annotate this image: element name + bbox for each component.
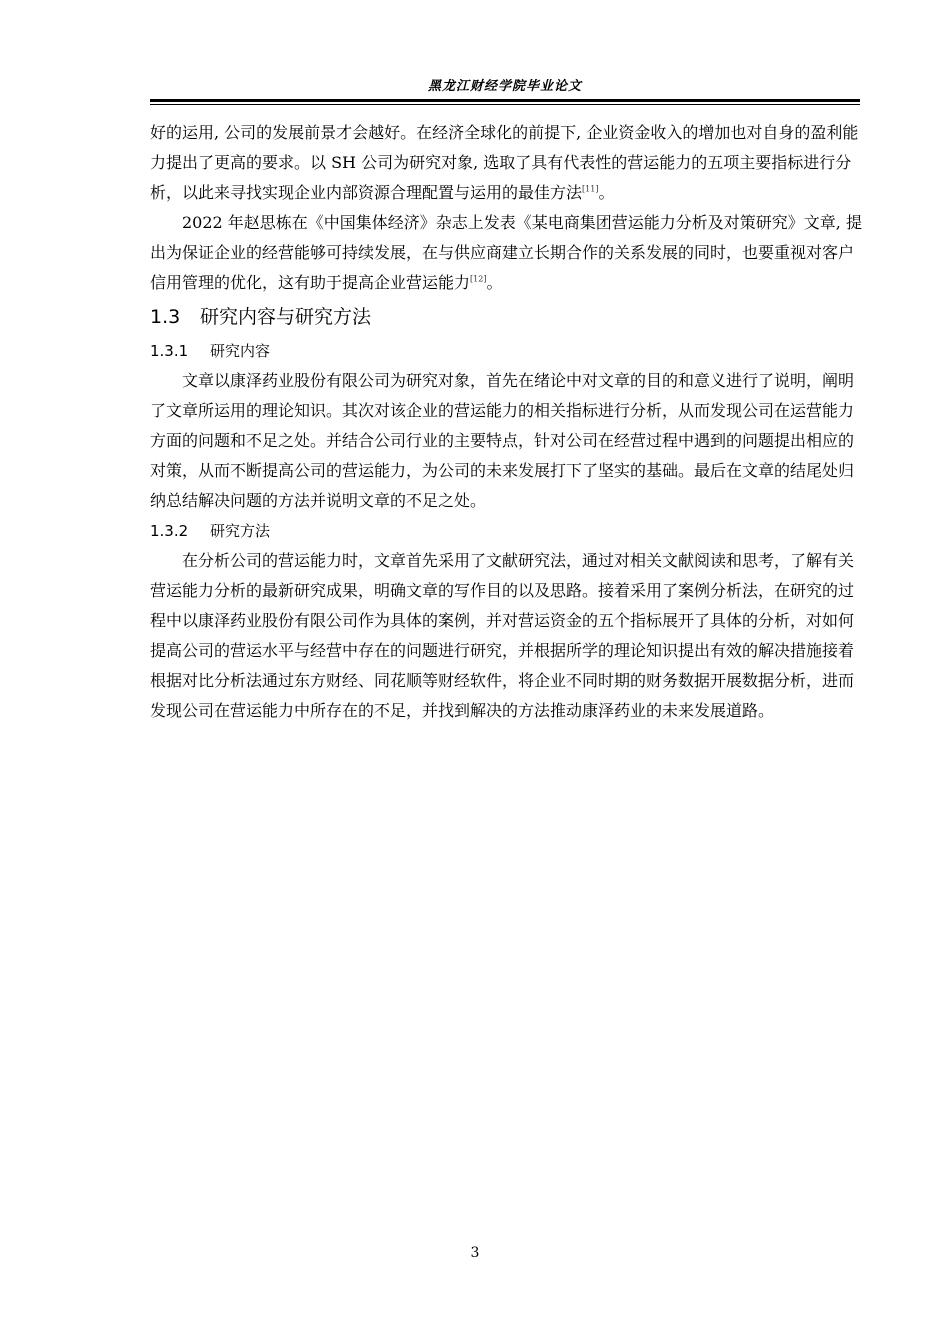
page-number: 3 [470, 1245, 480, 1261]
header-title: 黑龙江财经学院毕业论文 [427, 79, 582, 94]
citation-11: [11] [582, 184, 599, 194]
header-rule-thick [150, 99, 860, 102]
subsection-title: 研究方法 [210, 522, 271, 540]
section-number: 1.3 [150, 306, 181, 328]
section-heading-1-3 [150, 298, 862, 336]
subsection-number: 1.3.1 [150, 342, 189, 360]
header-rule-thin [150, 104, 860, 105]
paragraph-text: 好的运用, 公司的发展前景才会越好。在经济全球化的前提下, 企业资金收入的增加也对自身的盈利能力提出了更高的要求。以 SH 公司为研究对象, 选取了具有代表性的营运能力的五项主要指标进行分析，以此来寻找实现企业内部资源合理配置与运用的最佳方法 [150, 123, 859, 202]
subsection-heading-1-3-1 [150, 336, 862, 366]
subsection-heading-1-3-2 [150, 516, 862, 546]
paragraph-research-method: 在分析公司的营运能力时，文章首先采用了文献研究法，通过对相关文献阅读和思考，了解有关营运能力分析的最新研究成果，明确文章的写作目的以及思路。接着采用了案例分析法，在研究的过程中以康泽药业股份有限公司作为具体的案例，并对营运资金的五个指标展开了具体的分析，对如何提高公司的营运水平与经营中存在的问题进行研究，并根据所学的理论知识提出有效的解决措施接着根据对比分析法通过东方财经、同花顺等财经软件，将企业不同时期的财务数据开展数据分析，进而发现公司在营运能力中所存在的不足，并找到解决的方法推动康泽药业的未来发展道路。 [150, 551, 855, 720]
page-header [150, 78, 860, 106]
paragraph-tail: 。 [598, 183, 615, 202]
paragraph-research-content: 文章以康泽药业股份有限公司为研究对象，首先在绪论中对文章的目的和意义进行了说明，阐明了文章所运用的理论知识。其次对该企业的营运能力的相关指标进行分析，从而发现公司在运营能力方面的问题和不足之处。并结合公司行业的主要特点，针对公司在经营过程中遇到的问题提出相应的对策，从而不断提高公司的营运能力，为公司的未来发展打下了坚实的基础。最后在文章的结尾处归纳总结解决问题的方法并说明文章的不足之处。 [150, 371, 855, 510]
paragraph-literature-2022 [150, 208, 862, 298]
document-body [150, 118, 862, 726]
subsection-title: 研究内容 [210, 342, 271, 360]
citation-12: [12] [470, 274, 487, 284]
paragraph-tail: 。 [486, 273, 503, 292]
paragraph-continued [150, 118, 862, 208]
subsection-number: 1.3.2 [150, 522, 189, 540]
paragraph-text: 2022 年赵思栋在《中国集体经济》杂志上发表《某电商集团营运能力分析及对策研究》文章, 提出为保证企业的经营能够可持续发展，在与供应商建立长期合作的关系发展的同时，也要重视对客户信用管理的优化，这有助于提高企业营运能力 [150, 213, 862, 292]
section-title: 研究内容与研究方法 [200, 306, 372, 328]
